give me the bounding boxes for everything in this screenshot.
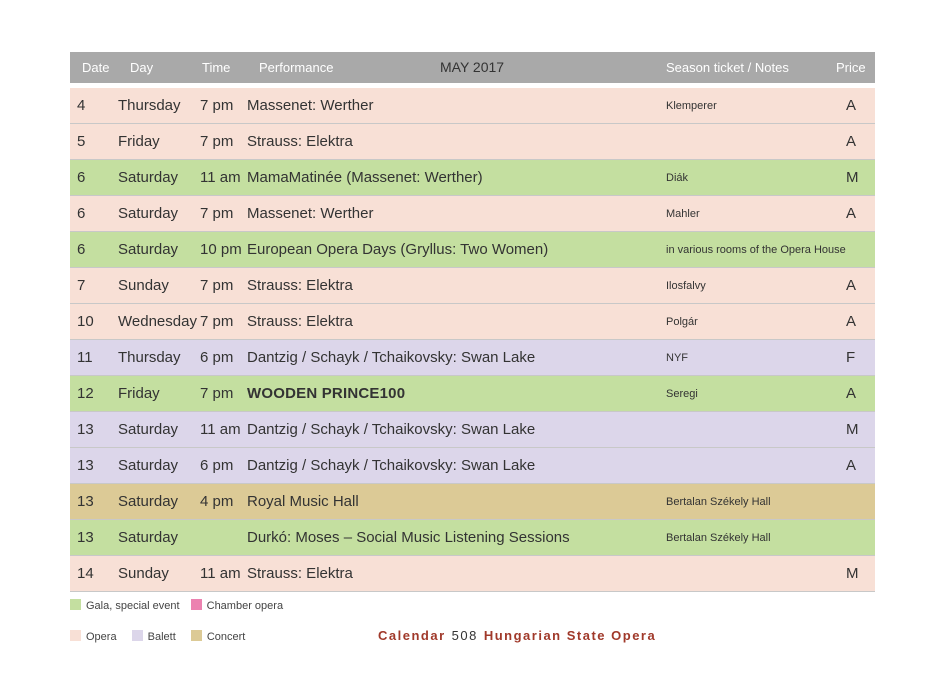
row-date: 6	[77, 205, 86, 222]
table-body	[70, 88, 875, 592]
row-notes: Diák	[666, 172, 689, 184]
row-time: 6 pm	[200, 349, 234, 366]
row-performance: Royal Music Hall	[247, 493, 359, 510]
row-price: M	[846, 565, 859, 582]
legend-opera-swatch	[70, 630, 81, 641]
header-month: MAY 2017	[440, 59, 505, 75]
table-row	[70, 196, 875, 232]
table-row	[70, 412, 875, 448]
table-row	[70, 340, 875, 376]
row-notes: in various rooms of the Opera House	[666, 244, 846, 256]
legend-concert-swatch	[191, 630, 202, 641]
legend-gala	[70, 599, 180, 612]
row-time: 7 pm	[200, 205, 234, 222]
legend-row-2	[70, 630, 253, 643]
row-date: 14	[77, 565, 94, 582]
legend-opera	[70, 630, 117, 643]
row-date: 12	[77, 385, 94, 402]
row-performance: Massenet: Werther	[247, 205, 374, 222]
legend-gala-label: Gala, special event	[86, 600, 180, 612]
row-date: 6	[77, 241, 86, 258]
row-performance: WOODEN PRINCE100	[247, 385, 406, 402]
table-row	[70, 124, 875, 160]
row-performance: MamaMatinée (Massenet: Werther)	[247, 169, 483, 186]
table-row	[70, 268, 875, 304]
header-price: Price	[836, 60, 866, 75]
legend-concert-label: Concert	[206, 631, 246, 643]
row-time: 11 am	[200, 421, 241, 438]
row-notes: Bertalan Székely Hall	[666, 496, 771, 508]
row-performance: Durkó: Moses – Social Music Listening Sessions	[247, 529, 570, 546]
row-date: 10	[77, 313, 94, 330]
row-notes: Polgár	[666, 316, 698, 328]
header-date: Date	[82, 60, 110, 75]
legend-row-1	[70, 599, 291, 612]
legend-chamber-swatch	[191, 599, 202, 610]
row-price: M	[846, 169, 859, 186]
footer-opera-name: Hungarian State Opera	[483, 628, 657, 643]
row-price: A	[846, 457, 857, 474]
row-time: 6 pm	[200, 457, 234, 474]
row-day: Saturday	[118, 241, 179, 258]
row-performance: European Opera Days (Gryllus: Two Women)	[247, 241, 549, 258]
row-day: Thursday	[118, 349, 181, 366]
row-time: 7 pm	[200, 133, 234, 150]
header-time: Time	[202, 60, 231, 75]
table-row	[70, 556, 875, 592]
schedule-table	[70, 52, 875, 592]
row-performance: Dantzig / Schayk / Tchaikovsky: Swan Lake	[247, 349, 536, 366]
row-price: A	[846, 385, 857, 402]
table-row	[70, 232, 875, 268]
legend-chamber	[191, 599, 283, 612]
row-time: 7 pm	[200, 97, 234, 114]
row-notes: Bertalan Székely Hall	[666, 532, 771, 544]
legend-chamber-label: Chamber opera	[206, 600, 284, 612]
table-row	[70, 448, 875, 484]
table-row	[70, 160, 875, 196]
row-price: A	[846, 205, 857, 222]
row-day: Saturday	[118, 493, 179, 510]
row-day: Thursday	[118, 97, 181, 114]
footer-calendar: Calendar	[378, 628, 446, 643]
row-day: Saturday	[118, 421, 179, 438]
header-notes: Season ticket / Notes	[666, 60, 789, 75]
row-price: A	[846, 313, 857, 330]
header-day: Day	[130, 60, 154, 75]
row-date: 4	[77, 97, 86, 114]
row-performance: Dantzig / Schayk / Tchaikovsky: Swan Lake	[247, 457, 536, 474]
row-time: 11 am	[200, 169, 241, 186]
row-day: Saturday	[118, 169, 179, 186]
table-row	[70, 520, 875, 556]
table-row	[70, 304, 875, 340]
header-performance: Performance	[259, 60, 334, 75]
row-time: 10 pm	[200, 241, 242, 258]
row-price: M	[846, 421, 859, 438]
page-footer	[378, 628, 656, 643]
row-time: 7 pm	[200, 277, 234, 294]
row-performance: Strauss: Elektra	[247, 277, 353, 294]
legend-concert	[191, 630, 246, 643]
row-price: A	[846, 97, 857, 114]
row-date: 13	[77, 421, 94, 438]
row-date: 13	[77, 457, 94, 474]
legend-balett-swatch	[132, 630, 143, 641]
row-date: 7	[77, 277, 86, 294]
row-performance: Strauss: Elektra	[247, 133, 353, 150]
row-price: F	[846, 349, 856, 366]
row-performance: Massenet: Werther	[247, 97, 374, 114]
row-notes: Ilosfalvy	[666, 280, 706, 292]
row-date: 5	[77, 133, 86, 150]
row-performance: Strauss: Elektra	[247, 565, 353, 582]
row-date: 13	[77, 529, 94, 546]
legend-balett	[132, 630, 176, 643]
row-notes: Klemperer	[666, 100, 717, 112]
row-date: 13	[77, 493, 94, 510]
row-day: Saturday	[118, 205, 179, 222]
row-day: Saturday	[118, 529, 179, 546]
row-price: A	[846, 277, 857, 294]
table-row	[70, 88, 875, 124]
table-header	[70, 52, 875, 88]
legend-gala-swatch	[70, 599, 81, 610]
row-performance: Strauss: Elektra	[247, 313, 353, 330]
row-notes: NYF	[666, 352, 688, 364]
row-day: Sunday	[118, 277, 169, 294]
row-time: 11 am	[200, 565, 241, 582]
row-date: 11	[77, 349, 93, 366]
row-day: Friday	[118, 385, 160, 402]
row-day: Friday	[118, 133, 160, 150]
row-date: 6	[77, 169, 86, 186]
table-row	[70, 484, 875, 520]
row-day: Wednesday	[118, 313, 197, 330]
row-performance: Dantzig / Schayk / Tchaikovsky: Swan Lake	[247, 421, 536, 438]
row-day: Sunday	[118, 565, 169, 582]
row-price: A	[846, 133, 857, 150]
row-notes: Seregi	[666, 388, 698, 400]
page-number: 508	[451, 628, 478, 643]
legend-opera-label: Opera	[86, 631, 117, 643]
legend-balett-label: Balett	[147, 631, 176, 643]
row-day: Saturday	[118, 457, 179, 474]
row-time: 7 pm	[200, 385, 234, 402]
table-row	[70, 376, 875, 412]
row-time: 7 pm	[200, 313, 234, 330]
row-time: 4 pm	[200, 493, 234, 510]
row-notes: Mahler	[666, 208, 700, 220]
